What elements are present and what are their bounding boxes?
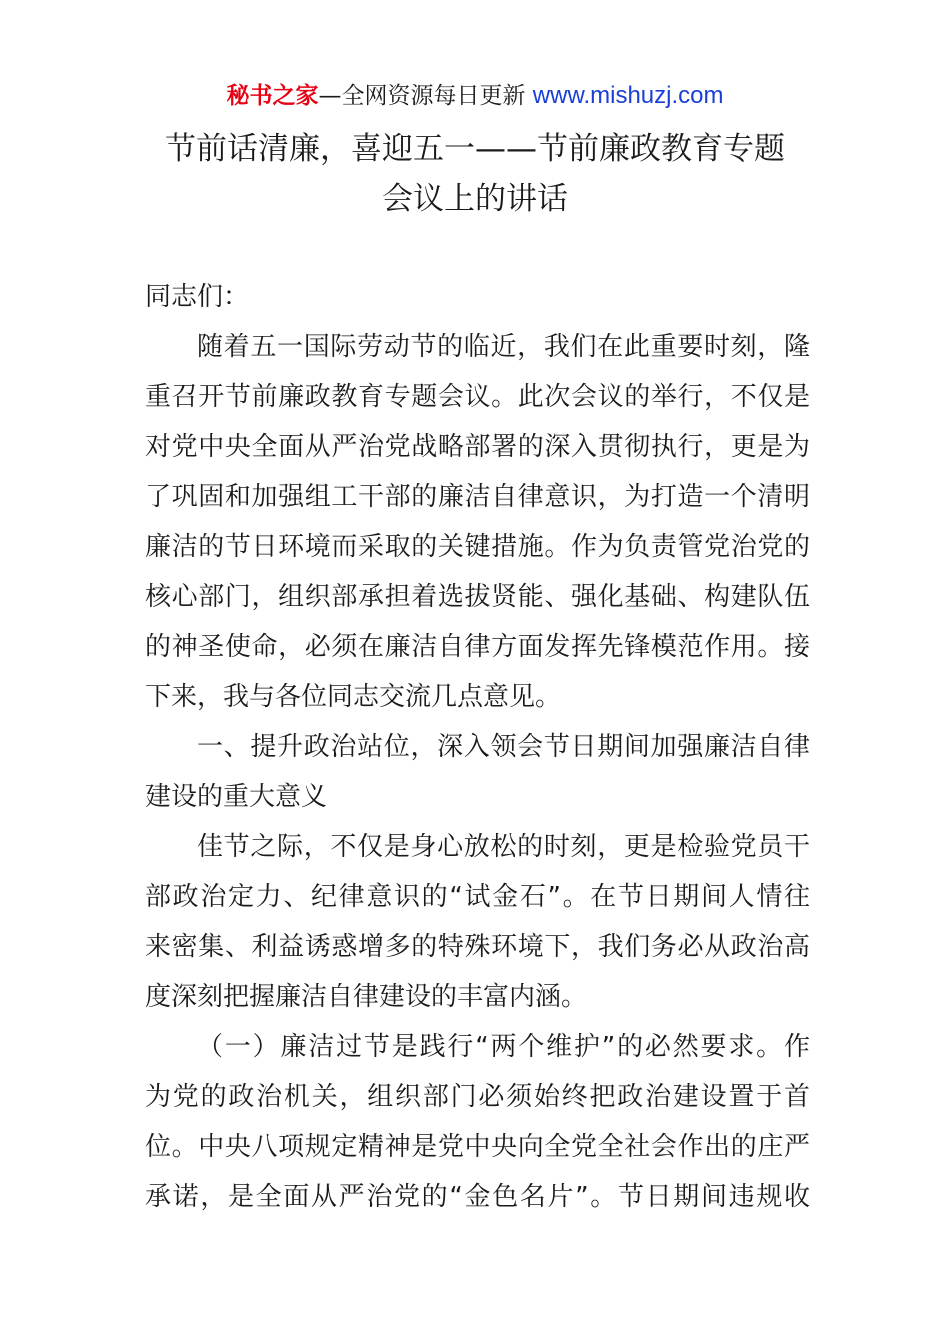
site-tagline: —全网资源每日更新	[318, 83, 526, 109]
body-line: 随着五一国际劳动节的临近，我们在此重要时刻，隆	[197, 332, 810, 362]
document-title	[0, 124, 950, 224]
site-url-link[interactable]: www.mishuzj.com	[532, 82, 724, 109]
site-brand: 秘书之家	[226, 83, 319, 109]
title-line-1: 节前话清廉，喜迎五一——节前廉政教育专题	[165, 131, 785, 167]
body-line: 廉洁的节日环境而采取的关键措施。作为负责管党治党的	[145, 532, 810, 562]
body-line: 为党的政治机关，组织部门必须始终把政治建设置于首	[145, 1082, 810, 1112]
body-line: 承诺，是全面从严治党的“金色名片”。节日期间违规收	[145, 1182, 810, 1212]
body-line: 了巩固和加强组工干部的廉洁自律意识，为打造一个清明	[145, 482, 810, 512]
body-line: 重召开节前廉政教育专题会议。此次会议的举行，不仅是	[145, 382, 810, 412]
body-line: 佳节之际，不仅是身心放松的时刻，更是检验党员干	[197, 832, 810, 862]
body-line: 位。中央八项规定精神是党中央向全党全社会作出的庄严	[145, 1132, 810, 1162]
body-line: 来密集、利益诱惑增多的特殊环境下，我们务必从政治高	[145, 932, 810, 962]
site-banner	[0, 80, 950, 112]
body-line: 部政治定力、纪律意识的“试金石”。在节日期间人情往	[145, 882, 810, 912]
body-line: 对党中央全面从严治党战略部署的深入贯彻执行，更是为	[145, 432, 810, 462]
body-line: 下来，我与各位同志交流几点意见。	[145, 682, 562, 712]
body-line: 度深刻把握廉洁自律建设的丰富内涵。	[145, 982, 588, 1012]
section-heading: 建设的重大意义	[145, 782, 328, 812]
subsection-heading: （一）廉洁过节是践行“两个维护”的必然要求。作	[197, 1032, 810, 1062]
section-heading: 一、提升政治站位，深入领会节日期间加强廉洁自律	[197, 732, 810, 762]
salutation: 同志们：	[145, 282, 250, 312]
body-line: 核心部门，组织部承担着选拔贤能、强化基础、构建队伍	[145, 582, 810, 612]
body-line: 的神圣使命，必须在廉洁自律方面发挥先锋模范作用。接	[145, 632, 810, 662]
title-line-2: 会议上的讲话	[382, 181, 568, 217]
document-body	[145, 272, 810, 1222]
